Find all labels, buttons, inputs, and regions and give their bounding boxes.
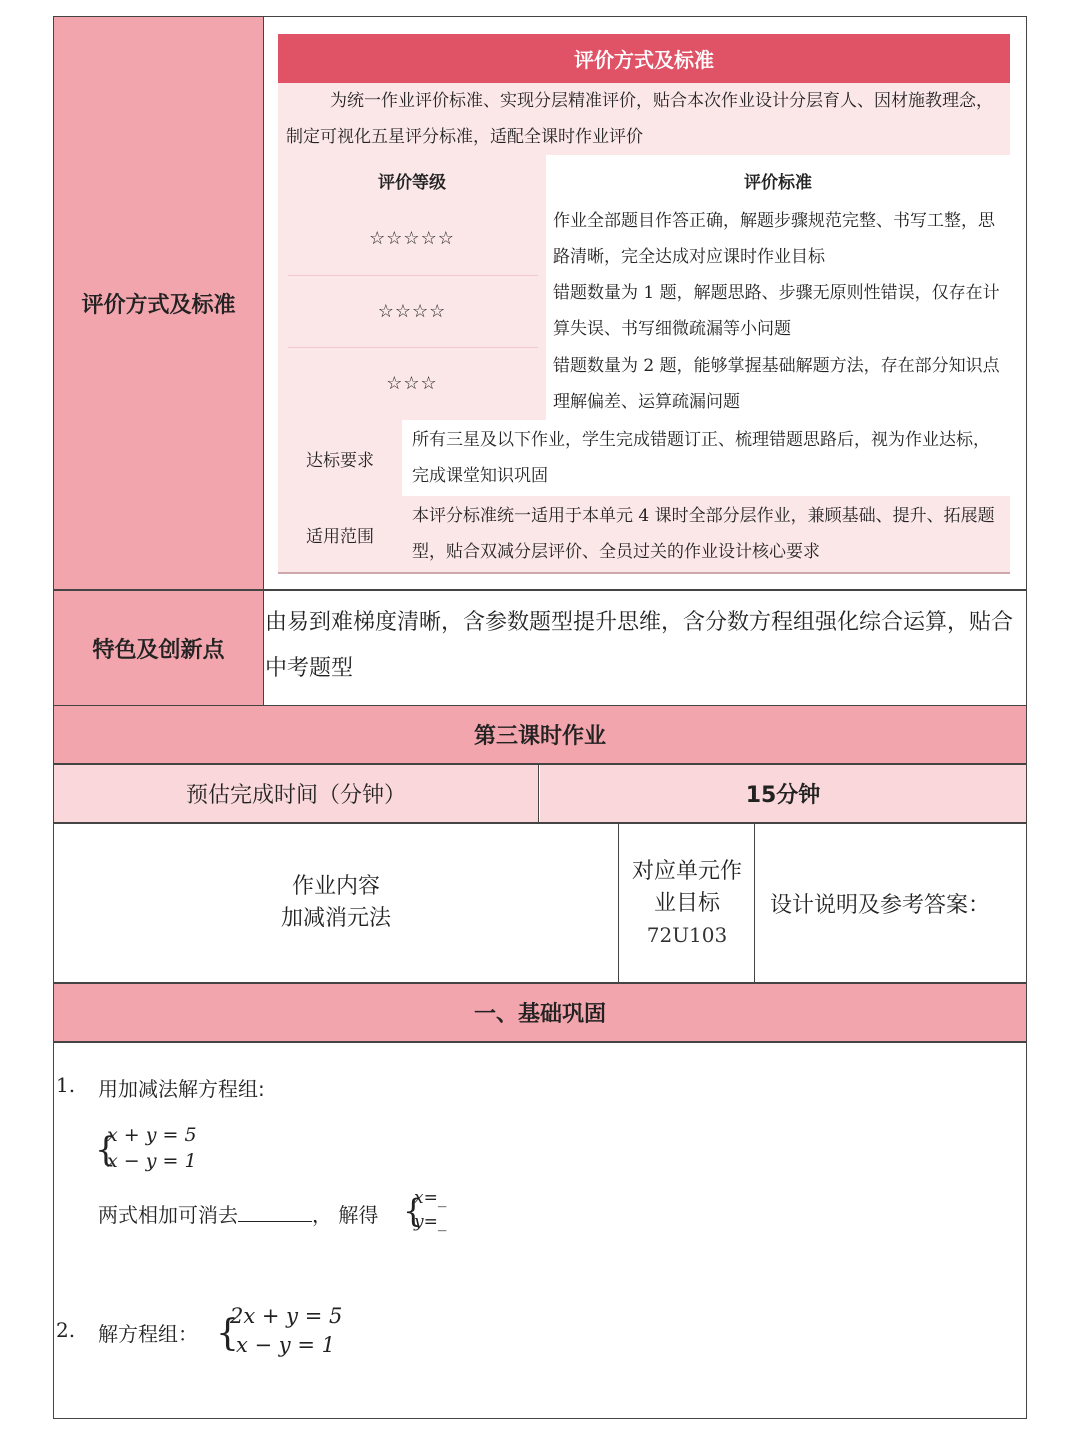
- row2-standard: [553, 275, 1005, 347]
- q1-blank[interactable]: [238, 1201, 312, 1222]
- q1-answer-y[interactable]: y=_: [414, 1212, 447, 1232]
- row1-standard-text: 作业全部题目作答正确，解题步骤规范完整、书写工整，思路清晰，完全达成对应课时作业目标: [553, 211, 995, 267]
- content-topic: 加减消元法: [280, 906, 391, 931]
- scope-label-text: 适用范围: [306, 526, 374, 547]
- q1-prompt: [98, 1073, 265, 1102]
- feature-label-text: 特色及创新点: [92, 637, 225, 663]
- row1-stars-text: ☆☆☆☆☆: [369, 227, 455, 249]
- eval-card: [278, 34, 1010, 574]
- q1-answer-x[interactable]: x=_: [414, 1188, 447, 1208]
- row2-standard-text: 错题数量为 1 题，解题思路、步骤无原则性错误，仅存在计算失误、书写细微疏漏等小问题: [553, 283, 1000, 339]
- eval-intro-text: 为统一作业评价标准、实现分层精准评价，贴合本次作业设计分层育人、因材施教理念，制定可视化五星评分标准，适配全课时作业评价: [286, 91, 993, 147]
- time-value-text: 15分钟: [745, 783, 821, 808]
- lesson-title: [54, 706, 1026, 763]
- col-standard-header: [546, 160, 1010, 200]
- q2-system: [230, 1302, 342, 1360]
- part1-title: [54, 984, 1026, 1041]
- goal-label: 对应单元作业目标: [631, 859, 742, 916]
- q1-fill-a: 两式相加可消去: [98, 1203, 238, 1227]
- q2-number-text: 2.: [56, 1318, 76, 1342]
- row2-stars-text: ☆☆☆☆: [377, 300, 447, 322]
- q1-eq1: x + y = 5: [107, 1124, 197, 1146]
- col-level-header: [278, 160, 546, 200]
- q2-brace: {: [216, 1313, 239, 1354]
- q1-brace: {: [95, 1130, 117, 1170]
- time-label-text: 预估完成时间（分钟）: [185, 783, 406, 808]
- q1-prompt-text: 用加减法解方程组:: [98, 1077, 265, 1101]
- scope-label: [278, 496, 402, 572]
- lesson-title-text: 第三课时作业: [473, 724, 606, 749]
- q2-prompt-text: 解方程组：: [98, 1322, 198, 1346]
- scope-text-content: 本评分标准统一适用于本单元 4 课时全部分层作业，兼顾基础、提升、拓展题型，贴合双减分层评价、全员过关的作业设计核心要求: [412, 506, 995, 562]
- design-label: 设计说明及参考答案：: [770, 892, 991, 918]
- goal-code: 72U103: [646, 923, 728, 947]
- eval-intro: [278, 83, 1010, 155]
- part1-title-text: 一、基础巩固: [473, 1002, 606, 1027]
- q2-prompt: [98, 1318, 198, 1347]
- col-standard-header-text: 评价标准: [744, 172, 812, 193]
- q1-fill-line: [98, 1199, 378, 1228]
- row3-stars-text: ☆☆☆: [386, 372, 438, 394]
- req-label-text: 达标要求: [306, 450, 374, 471]
- eval-left-label-text: 评价方式及标准: [81, 293, 236, 318]
- eval-card-header-text: 评价方式及标准: [574, 48, 714, 72]
- req-text: [402, 420, 1010, 496]
- q1-number-text: 1.: [56, 1073, 76, 1097]
- goal-cell: [620, 824, 755, 982]
- scope-text: [402, 496, 1010, 572]
- q2-eq1: 2x + y = 5: [230, 1304, 343, 1328]
- eval-left-label: [54, 17, 264, 590]
- content-label: 作业内容: [291, 874, 380, 899]
- req-label: [278, 420, 402, 496]
- feature-label: [54, 591, 264, 705]
- req-text-content: 所有三星及以下作业，学生完成错题订正、梳理错题思路后，视为作业达标，完成课堂知识巩固: [412, 430, 990, 486]
- q1-number: [56, 1073, 75, 1097]
- row2-stars: [278, 275, 546, 347]
- q1-system: [107, 1122, 197, 1174]
- row3-standard-text: 错题数量为 2 题，能够掌握基础解题方法，存在部分知识点理解偏差、运算疏漏问题: [553, 356, 1000, 412]
- q1-eq2: x − y = 1: [107, 1150, 197, 1172]
- col-level-header-text: 评价等级: [378, 172, 446, 193]
- hline: [54, 1041, 1026, 1043]
- feature-text-content: 由易到难梯度清晰，含参数题型提升思维，含分数方程组强化综合运算，贴合中考题型: [265, 610, 1014, 681]
- q1-answer-brace: {: [403, 1192, 424, 1230]
- feature-text: [265, 600, 1025, 700]
- row3-standard: [553, 348, 1005, 420]
- design-cell: [756, 824, 1026, 982]
- q2-number: [56, 1318, 75, 1342]
- content-cell: [54, 824, 619, 982]
- q1-fill-b: ， 解得: [312, 1203, 379, 1227]
- q2-eq2: x − y = 1: [236, 1333, 335, 1357]
- q1-answer-system: [414, 1186, 446, 1234]
- row1-standard: [553, 203, 1005, 275]
- row3-stars: [278, 347, 546, 419]
- time-value: [540, 765, 1026, 822]
- row1-stars: [278, 202, 546, 274]
- eval-card-header: [278, 34, 1010, 83]
- time-label: [54, 765, 539, 822]
- card-bottom-line: [278, 572, 1010, 574]
